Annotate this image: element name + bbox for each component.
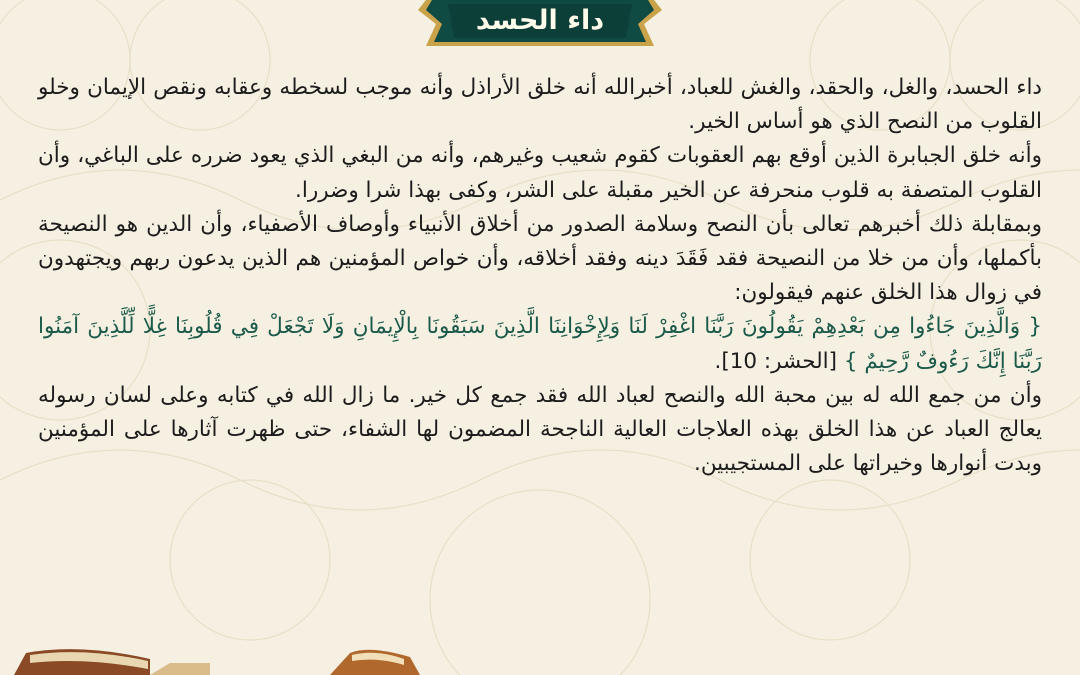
verse-paragraph — [38, 310, 1042, 378]
paragraph-3: وبمقابلة ذلك أخبرهم تعالى بأن النصح وسلامة الصدور من أخلاق الأنبياء وأوصاف الأصفياء، وأن الدين هو النصيحة بأكملها، وأن من خلا من النصيحة فقد فَقَدَ دينه وفقد أخلاقه، وأن خواص المؤمنين هم الذين يدعون ربهم ويجتهدون في زوال هذا الخلق عنهم فيقولون: — [38, 211, 1042, 306]
closing-paragraph: وأن من جمع الله له بين محبة الله والنصح لعباد الله فقد جمع كل خير. ما زال الله في كتابه وعلى لسان رسوله يعالج العباد عن هذا الخلق بهذه العلاجات العالية الناجحة المضمون لها الشفاء، حتى ظهرت آثارها على المؤمنين وبدت أنوارها وخيراتها على المستجيبين. — [38, 382, 1042, 477]
page-title: داء الحسد — [475, 5, 605, 36]
title-banner — [418, 0, 662, 48]
verse-citation: [الحشر: 10]. — [714, 348, 838, 374]
article-body — [38, 71, 1042, 481]
quran-verse: { وَالَّذِينَ جَاءُوا مِن بَعْدِهِمْ يَقُولُونَ رَبَّنَا اغْفِرْ لَنَا وَلِإِخْوَانِنَا الَّذِينَ سَبَقُونَا بِالْإِيمَانِ وَلَا تَجْعَلْ فِي قُلُوبِنَا غِلًّا لِّلَّذِينَ آمَنُوا رَبَّنَا إِنَّكَ رَءُوفٌ رَّحِيمٌ } — [38, 314, 1042, 374]
paragraph-1: داء الحسد، والغل، والحقد، والغش للعباد، أخبرالله أنه خلق الأراذل وأنه موجب لسخطه وعقابه ونقص الإيمان وخلو القلوب من النصح الذي هو أساس الخير. — [38, 75, 1042, 135]
books-illustration — [0, 639, 420, 675]
paragraph-2: وأنه خلق الجبابرة الذين أوقع بهم العقوبات كقوم شعيب وغيرهم، وأنه من البغي الذي يعود ضرره على الباغي، وأن القلوب المتصفة به قلوب منحرفة عن الخير مقبلة على الشر، وكفى بهذا شرا وضررا. — [38, 143, 1042, 203]
